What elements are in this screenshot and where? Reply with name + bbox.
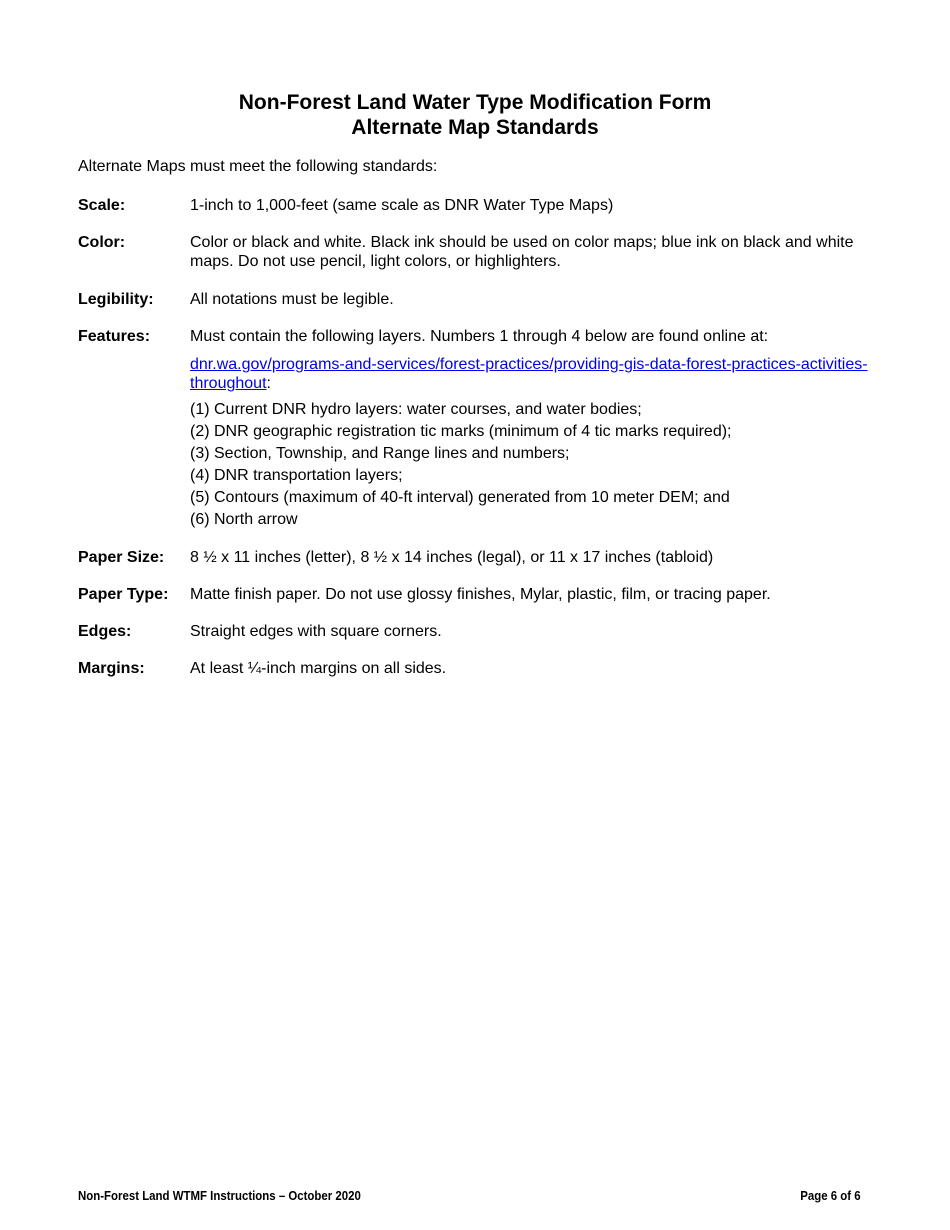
legibility-label: Legibility: — [78, 291, 154, 308]
title-line-2: Alternate Map Standards — [351, 116, 599, 139]
scale-value: 1-inch to 1,000-feet (same scale as DNR Water Type Maps) — [190, 197, 614, 214]
color-label: Color: — [78, 234, 126, 251]
margins-value: At least ¼-inch margins on all sides. — [190, 660, 447, 677]
legibility-value: All notations must be legible. — [190, 291, 394, 308]
scale-label: Scale: — [78, 197, 126, 214]
paper-type-label: Paper Type: — [78, 586, 169, 603]
list-item: (5) Contours (maximum of 40-ft interval) generated from 10 meter DEM; and — [190, 489, 730, 506]
color-value: Color or black and white. Black ink should be used on color maps; blue ink on black and white maps. Do not use pencil, light colors, or highlighters. — [190, 234, 854, 270]
features-label: Features: — [78, 328, 151, 345]
paper-type-value: Matte finish paper. Do not use glossy finishes, Mylar, plastic, film, or tracing paper. — [190, 586, 771, 603]
margins-label: Margins: — [78, 660, 145, 677]
page-title — [0, 90, 950, 140]
features-value — [190, 327, 880, 531]
list-item: (4) DNR transportation layers; — [190, 467, 403, 484]
gis-data-link[interactable]: dnr.wa.gov/programs-and-services/forest-practices/providing-gis-data-forest-practices-activities-throughout — [190, 356, 868, 392]
edges-label: Edges: — [78, 623, 132, 640]
title-line-1: Non-Forest Land Water Type Modification Form — [238, 91, 712, 114]
list-item: (2) DNR geographic registration tic marks (minimum of 4 tic marks required); — [190, 423, 732, 440]
intro-text: Alternate Maps must meet the following standards: — [78, 158, 438, 175]
paper-size-value: 8 ½ x 11 inches (letter), 8 ½ x 14 inches (legal), or 11 x 17 inches (tabloid) — [190, 549, 714, 566]
features-list — [190, 399, 880, 531]
features-link-line — [190, 355, 880, 393]
features-intro: Must contain the following layers. Numbers 1 through 4 below are found online at: — [190, 328, 769, 345]
list-item: (3) Section, Township, and Range lines and numbers; — [190, 445, 570, 462]
edges-value: Straight edges with square corners. — [190, 623, 442, 640]
features-link-suffix: : — [266, 375, 271, 392]
list-item: (6) North arrow — [190, 511, 298, 528]
list-item: (1) Current DNR hydro layers: water courses, and water bodies; — [190, 401, 642, 418]
footer-document-title: Non-Forest Land WTMF Instructions – October 2020 — [78, 1188, 361, 1203]
paper-size-label: Paper Size: — [78, 549, 165, 566]
footer-page-number: Page 6 of 6 — [800, 1188, 861, 1203]
